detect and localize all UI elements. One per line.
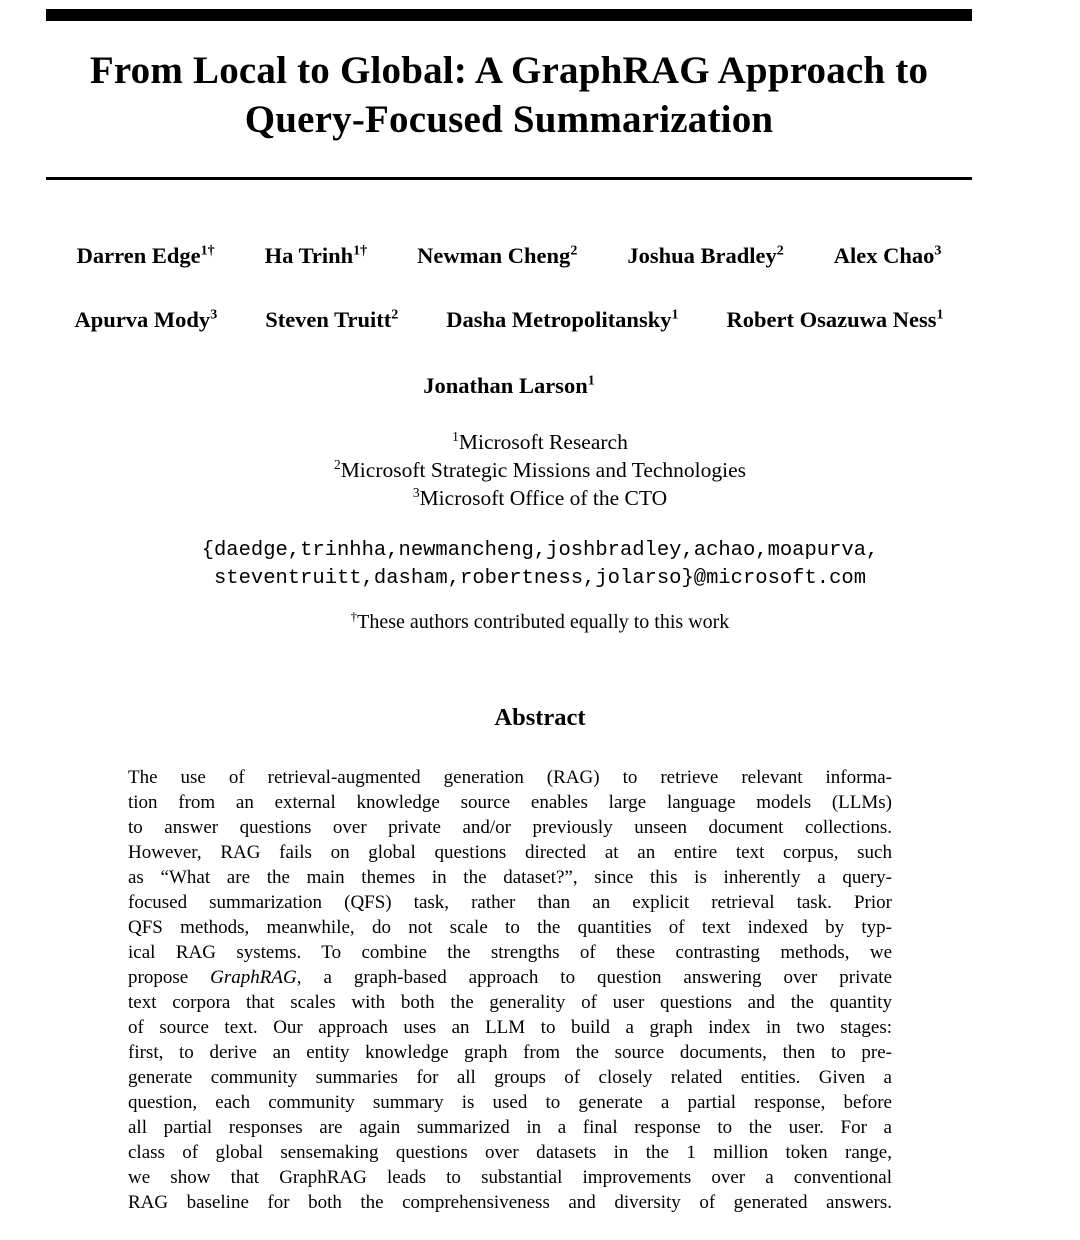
paper-title-line-1: From Local to Global: A GraphRAG Approach to bbox=[89, 49, 929, 92]
author-affiliation-superscript: 1 bbox=[936, 307, 944, 323]
author-affiliation-superscript: 2 bbox=[570, 243, 578, 259]
author-row-1 bbox=[46, 243, 972, 269]
author-affiliation-superscript: 1 bbox=[587, 373, 595, 389]
author-name: Alex Chao bbox=[833, 243, 935, 268]
abstract-line: RAG baseline for both the comprehensiveness and diversity of generated answers. bbox=[128, 1192, 892, 1213]
author-name: Steven Truitt bbox=[265, 307, 392, 332]
affiliation-name: Microsoft Strategic Missions and Technologies bbox=[340, 458, 747, 482]
author-emails-block bbox=[30, 537, 1050, 593]
author-joshua-bradley bbox=[627, 243, 783, 269]
abstract-line: all partial responses are again summarized in a final response to the user. For a bbox=[128, 1117, 892, 1138]
top-rule-bar bbox=[46, 9, 972, 21]
author-affiliation-superscript: 1† bbox=[200, 243, 215, 259]
author-jonathan-larson bbox=[423, 373, 594, 399]
author-affiliation-superscript: 2 bbox=[776, 243, 784, 259]
author-row-3 bbox=[46, 373, 972, 399]
equal-contribution-footnote bbox=[30, 608, 1050, 634]
author-name: Ha Trinh bbox=[264, 243, 354, 268]
affiliation-superscript: 2 bbox=[333, 456, 341, 472]
affiliation-microsoft-smt bbox=[30, 456, 1050, 484]
author-steven-truitt bbox=[265, 307, 398, 333]
author-apurva-mody bbox=[75, 307, 218, 333]
author-affiliation-superscript: 2 bbox=[391, 307, 399, 323]
author-robert-osazuwa-ness bbox=[726, 307, 943, 333]
affiliation-microsoft-research bbox=[30, 428, 1050, 456]
abstract-line: ical RAG systems. To combine the strengths of these contrasting methods, we bbox=[128, 942, 892, 963]
author-dasha-metropolitansky bbox=[446, 307, 678, 333]
author-affiliation-superscript: 1 bbox=[671, 307, 679, 323]
email-line-2: steventruitt,dasham,robertness,jolarso}@microsoft.com bbox=[213, 567, 866, 590]
affiliation-superscript: 1 bbox=[452, 428, 459, 444]
author-ha-trinh bbox=[265, 243, 368, 269]
affiliation-microsoft-cto bbox=[30, 484, 1050, 512]
author-affiliation-superscript: 1† bbox=[353, 243, 368, 259]
author-affiliation-superscript: 3 bbox=[210, 307, 218, 323]
abstract-heading: Abstract bbox=[494, 704, 586, 731]
abstract-line: of source text. Our approach uses an LLM to build a graph index in two stages: bbox=[128, 1017, 892, 1038]
author-name: Darren Edge bbox=[76, 243, 201, 268]
abstract-line: The use of retrieval-augmented generation (RAG) to retrieve relevant informa- bbox=[128, 767, 892, 788]
abstract-line: we show that GraphRAG leads to substantial improvements over a conventional bbox=[128, 1167, 892, 1188]
author-alex-chao bbox=[834, 243, 942, 269]
abstract-line: text corpora that scales with both the generality of user questions and the quantity bbox=[128, 992, 892, 1013]
title-divider-rule bbox=[46, 177, 972, 180]
abstract-line: However, RAG fails on global questions directed at an entire text corpus, such bbox=[128, 842, 892, 863]
affiliations-block bbox=[30, 428, 1050, 512]
abstract-line: tion from an external knowledge source enables large language models (LLMs) bbox=[128, 792, 892, 813]
abstract-line: focused summarization (QFS) task, rather than an explicit retrieval task. Prior bbox=[128, 892, 892, 913]
affiliation-superscript: 3 bbox=[412, 484, 420, 500]
author-darren-edge bbox=[77, 243, 215, 269]
paper-title-line-2: Query-Focused Summarization bbox=[244, 98, 774, 141]
author-name: Newman Cheng bbox=[417, 243, 571, 268]
author-row-2 bbox=[46, 307, 972, 333]
abstract-line: generate community summaries for all groups of closely related entities. Given a bbox=[128, 1067, 892, 1088]
abstract-line: question, each community summary is used to generate a partial response, before bbox=[128, 1092, 892, 1113]
author-name: Apurva Mody bbox=[74, 307, 211, 332]
abstract-line: propose GraphRAG, a graph-based approach to question answering over private bbox=[128, 967, 892, 988]
paper-title bbox=[46, 46, 972, 144]
author-name: Dasha Metropolitansky bbox=[446, 307, 672, 332]
footnote-text: These authors contributed equally to this work bbox=[357, 611, 730, 633]
footnote-dagger: † bbox=[350, 608, 358, 624]
abstract-line: as “What are the main themes in the dataset?”, since this is inherently a query- bbox=[128, 867, 892, 888]
email-line-1: {daedge,trinhha,newmancheng,joshbradley,achao,moapurva, bbox=[201, 539, 879, 562]
author-affiliation-superscript: 3 bbox=[934, 243, 942, 259]
author-name: Robert Osazuwa Ness bbox=[726, 307, 937, 332]
author-name: Jonathan Larson bbox=[423, 373, 588, 398]
author-newman-cheng bbox=[417, 243, 577, 269]
abstract-line: first, to derive an entity knowledge graph from the source documents, then to pre- bbox=[128, 1042, 892, 1063]
abstract-line: to answer questions over private and/or previously unseen document collections. bbox=[128, 817, 892, 838]
affiliation-name: Microsoft Research bbox=[458, 430, 628, 454]
abstract-line: QFS methods, meanwhile, do not scale to the quantities of text indexed by typ- bbox=[128, 917, 892, 938]
author-name: Joshua Bradley bbox=[627, 243, 777, 268]
affiliation-name: Microsoft Office of the CTO bbox=[419, 486, 668, 510]
abstract-line: class of global sensemaking questions over datasets in the 1 million token range, bbox=[128, 1142, 892, 1163]
abstract-lines bbox=[128, 765, 892, 1215]
